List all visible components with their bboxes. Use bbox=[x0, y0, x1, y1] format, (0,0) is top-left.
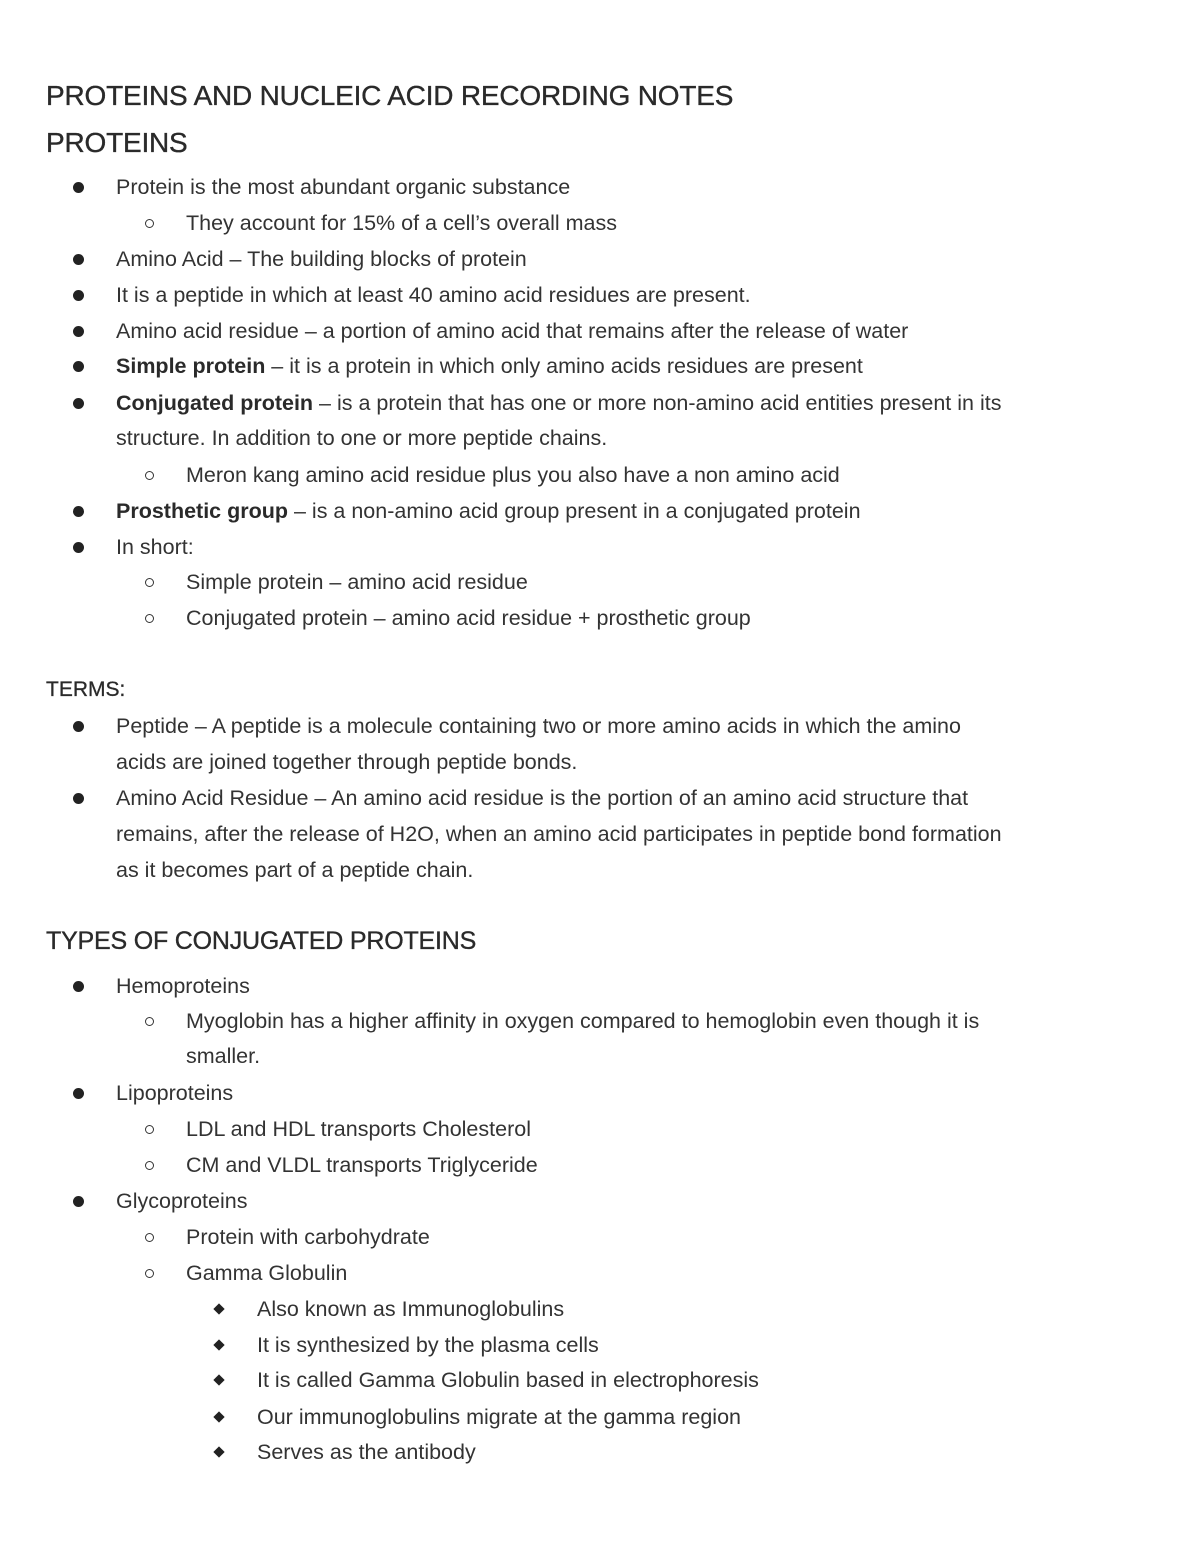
list-item-continuation: as it becomes part of a peptide chain. bbox=[116, 858, 474, 882]
document-title: PROTEINS AND NUCLEIC ACID RECORDING NOTES bbox=[46, 80, 734, 111]
bullet-diamond bbox=[201, 1291, 237, 1327]
list-item: Also known as Immunoglobulins bbox=[257, 1297, 565, 1321]
list-item-continuation: acids are joined together through peptide bonds. bbox=[116, 750, 578, 774]
list-item: LDL and HDL transports Cholesterol bbox=[186, 1117, 531, 1141]
list-item bbox=[116, 493, 861, 529]
bullet-circle bbox=[131, 1003, 167, 1039]
section-heading-terms: TERMS: bbox=[46, 678, 126, 701]
bullet-dot bbox=[60, 968, 96, 1004]
list-item: In short: bbox=[116, 535, 194, 559]
bullet-dot bbox=[60, 277, 96, 313]
bullet-dot bbox=[60, 1183, 96, 1219]
list-item: Serves as the antibody bbox=[257, 1440, 476, 1464]
bullet-circle bbox=[131, 1111, 167, 1147]
list-item: Glycoproteins bbox=[116, 1189, 248, 1213]
list-item: Amino Acid – The building blocks of protein bbox=[116, 247, 527, 271]
list-item: Gamma Globulin bbox=[186, 1261, 348, 1285]
list-item: It is called Gamma Globulin based in electrophoresis bbox=[257, 1368, 759, 1392]
list-item: Our immunoglobulins migrate at the gamma region bbox=[257, 1405, 741, 1429]
term-conjugated-protein: Conjugated protein bbox=[116, 391, 314, 415]
bullet-circle bbox=[131, 1147, 167, 1183]
bullet-circle bbox=[131, 564, 167, 600]
bullet-circle bbox=[131, 1219, 167, 1255]
list-item: Myoglobin has a higher affinity in oxygen compared to hemoglobin even though it is bbox=[186, 1009, 980, 1033]
term-prosthetic-group: Prosthetic group bbox=[116, 499, 289, 523]
bullet-dot bbox=[60, 385, 96, 421]
section-heading-proteins: PROTEINS bbox=[46, 127, 188, 158]
bullet-dot bbox=[60, 780, 96, 816]
bullet-circle bbox=[131, 205, 167, 241]
list-item bbox=[116, 348, 863, 384]
list-item: Lipoproteins bbox=[116, 1081, 234, 1105]
bullet-circle bbox=[131, 457, 167, 493]
bullet-diamond bbox=[201, 1327, 237, 1363]
term-simple-protein: Simple protein bbox=[116, 354, 266, 378]
list-item: Protein with carbohydrate bbox=[186, 1225, 430, 1249]
list-item: It is synthesized by the plasma cells bbox=[257, 1333, 599, 1357]
bullet-dot bbox=[60, 348, 96, 384]
list-item: CM and VLDL transports Triglyceride bbox=[186, 1153, 538, 1177]
bullet-diamond bbox=[201, 1399, 237, 1435]
definition-text: – is a non-amino acid group present in a conjugated protein bbox=[288, 499, 861, 523]
bullet-dot bbox=[60, 529, 96, 565]
bullet-dot bbox=[60, 708, 96, 744]
list-item: Meron kang amino acid residue plus you also have a non amino acid bbox=[186, 463, 840, 487]
list-item: They account for 15% of a cell’s overall mass bbox=[186, 211, 617, 235]
section-heading-types: TYPES OF CONJUGATED PROTEINS bbox=[46, 927, 477, 955]
definition-text: – it is a protein in which only amino acids residues are present bbox=[265, 354, 863, 378]
bullet-diamond bbox=[201, 1362, 237, 1398]
bullet-dot bbox=[60, 493, 96, 529]
list-item-continuation: structure. In addition to one or more peptide chains. bbox=[116, 426, 608, 450]
bullet-dot bbox=[60, 241, 96, 277]
bullet-circle bbox=[131, 600, 167, 636]
list-item: Amino acid residue – a portion of amino acid that remains after the release of water bbox=[116, 319, 909, 343]
list-item: Simple protein – amino acid residue bbox=[186, 570, 528, 594]
definition-text: – is a protein that has one or more non-amino acid entities present in its bbox=[313, 391, 1002, 415]
list-item: It is a peptide in which at least 40 amino acid residues are present. bbox=[116, 283, 751, 307]
bullet-dot bbox=[60, 313, 96, 349]
list-item bbox=[116, 385, 1001, 421]
bullet-dot bbox=[60, 169, 96, 205]
list-item: Amino Acid Residue – An amino acid residue is the portion of an amino acid structure that bbox=[116, 786, 969, 810]
list-item: Peptide – A peptide is a molecule containing two or more amino acids in which the amino bbox=[116, 714, 961, 738]
bullet-diamond bbox=[201, 1434, 237, 1470]
list-item-continuation: smaller. bbox=[186, 1044, 261, 1068]
list-item: Hemoproteins bbox=[116, 974, 250, 998]
list-item: Conjugated protein – amino acid residue + prosthetic group bbox=[186, 606, 751, 630]
list-item: Protein is the most abundant organic substance bbox=[116, 175, 571, 199]
bullet-circle bbox=[131, 1255, 167, 1291]
bullet-dot bbox=[60, 1075, 96, 1111]
list-item-continuation: remains, after the release of H2O, when an amino acid participates in peptide bond formation bbox=[116, 822, 1002, 846]
